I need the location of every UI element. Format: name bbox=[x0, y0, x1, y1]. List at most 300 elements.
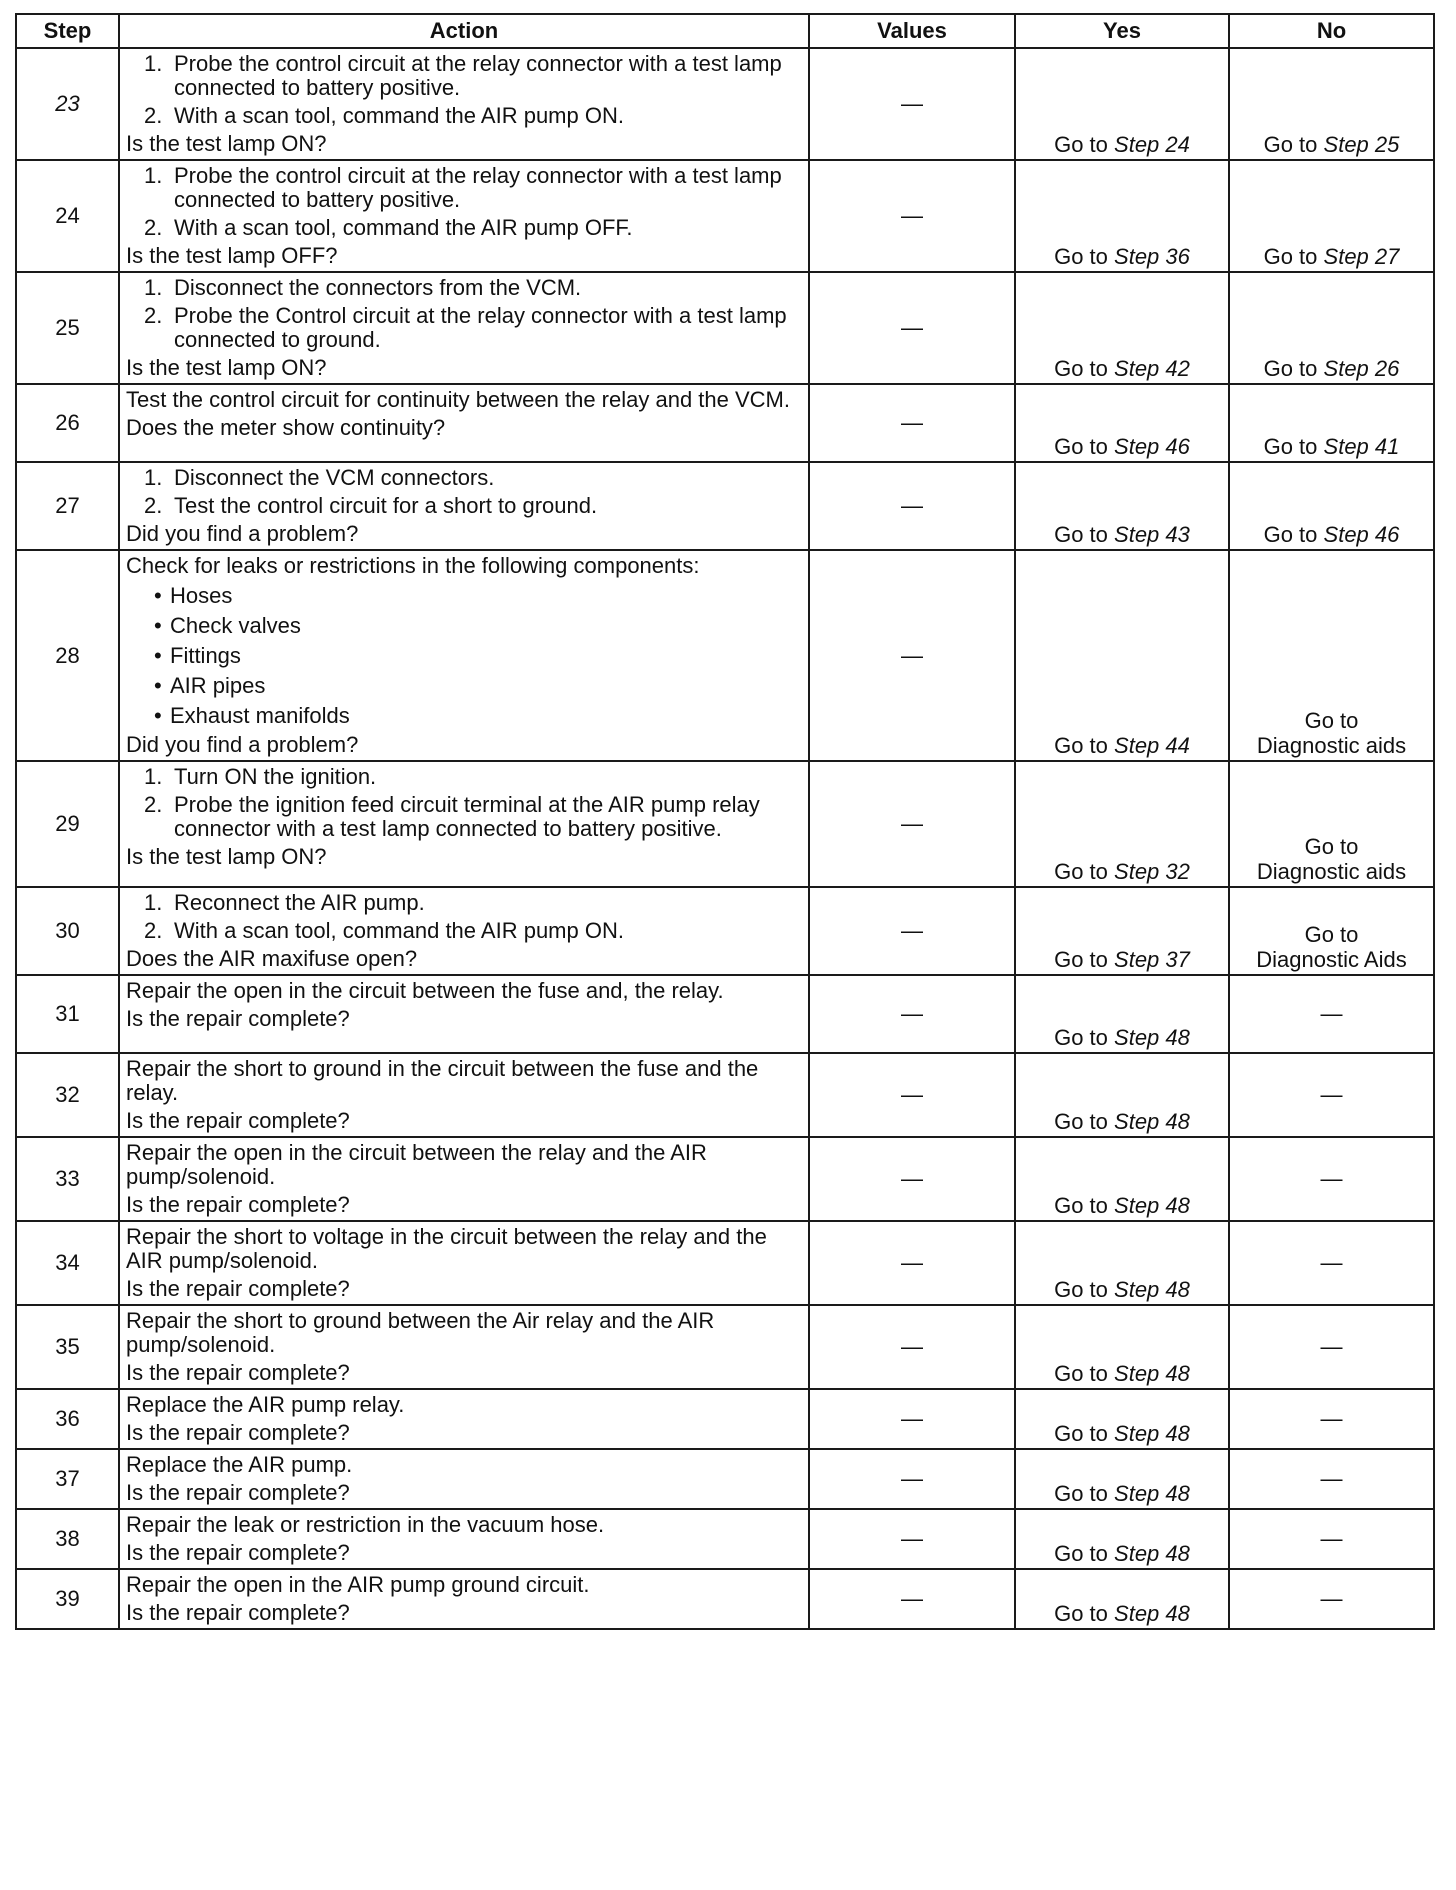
instruction-number: 2. bbox=[144, 792, 163, 817]
goto-label: Go to bbox=[1054, 1361, 1108, 1386]
values-dash: — bbox=[901, 1001, 923, 1026]
action-cell bbox=[119, 1449, 809, 1509]
diagnostic-steps-table bbox=[15, 13, 1435, 1630]
step-word: Step bbox=[1114, 356, 1160, 381]
yes-goto bbox=[1016, 1542, 1228, 1566]
action-text: Repair the open in the circuit between the fuse and, the relay. bbox=[126, 978, 724, 1003]
table-row bbox=[16, 160, 1434, 272]
yes-step-number: 46 bbox=[1165, 434, 1190, 459]
header-no: No bbox=[1229, 14, 1434, 48]
action-text: Repair the short to ground in the circuit between the fuse and the relay. bbox=[126, 1056, 759, 1105]
table-row bbox=[16, 48, 1434, 160]
header-action: Action bbox=[119, 14, 809, 48]
bullet-item bbox=[154, 614, 800, 638]
step-number: 39 bbox=[16, 1569, 119, 1629]
values-dash: — bbox=[901, 1466, 923, 1491]
step-number: 28 bbox=[16, 550, 119, 761]
action-question: Is the repair complete? bbox=[126, 1108, 350, 1133]
step-word: Step bbox=[1114, 1421, 1160, 1446]
table-row bbox=[16, 1053, 1434, 1137]
header-values: Values bbox=[809, 14, 1015, 48]
table-row bbox=[16, 1449, 1434, 1509]
no-step-number: 41 bbox=[1374, 434, 1400, 459]
numbered-instruction bbox=[144, 304, 800, 352]
goto-label: Go to bbox=[1054, 356, 1108, 381]
step-number: 31 bbox=[16, 975, 119, 1053]
yes-cell bbox=[1015, 887, 1229, 975]
table-row bbox=[16, 272, 1434, 384]
no-goto-diagnostic bbox=[1230, 922, 1433, 972]
values-cell bbox=[809, 1569, 1015, 1629]
goto-label: Go to bbox=[1304, 922, 1359, 947]
yes-cell bbox=[1015, 160, 1229, 272]
instruction-number: 2. bbox=[144, 103, 163, 128]
step-word: Step bbox=[1114, 434, 1160, 459]
instruction-number: 2. bbox=[144, 918, 163, 943]
values-cell bbox=[809, 1449, 1015, 1509]
no-dash: — bbox=[1320, 1466, 1343, 1491]
action-cell bbox=[119, 887, 809, 975]
instruction-text: Reconnect the AIR pump. bbox=[174, 890, 425, 915]
action-question: Is the test lamp ON? bbox=[126, 844, 327, 869]
numbered-instruction bbox=[144, 891, 800, 915]
action-question: Is the test lamp ON? bbox=[126, 131, 327, 156]
no-dash: — bbox=[1320, 1334, 1343, 1359]
action-question: Is the repair complete? bbox=[126, 1360, 350, 1385]
yes-step-number: 48 bbox=[1165, 1025, 1190, 1050]
step-number: 29 bbox=[16, 761, 119, 887]
values-cell bbox=[809, 1305, 1015, 1389]
yes-goto bbox=[1016, 1278, 1228, 1302]
instruction-number: 1. bbox=[144, 163, 163, 188]
bullet-icon: • bbox=[154, 613, 162, 638]
yes-goto bbox=[1016, 245, 1228, 269]
goto-label: Go to bbox=[1263, 356, 1318, 381]
no-goto bbox=[1230, 245, 1433, 269]
values-dash: — bbox=[901, 91, 923, 116]
no-goto bbox=[1230, 523, 1433, 547]
step-number: 24 bbox=[16, 160, 119, 272]
action-cell bbox=[119, 272, 809, 384]
values-dash: — bbox=[901, 315, 923, 340]
values-cell bbox=[809, 160, 1015, 272]
goto-label: Go to bbox=[1054, 733, 1108, 758]
numbered-instruction bbox=[144, 216, 800, 240]
numbered-instruction bbox=[144, 494, 800, 518]
step-number: 23 bbox=[16, 48, 119, 160]
yes-goto bbox=[1016, 435, 1228, 459]
yes-goto bbox=[1016, 1482, 1228, 1506]
action-cell bbox=[119, 1569, 809, 1629]
goto-label: Go to bbox=[1054, 1193, 1108, 1218]
goto-label: Go to bbox=[1263, 244, 1318, 269]
goto-label: Go to bbox=[1054, 434, 1108, 459]
action-question: Is the test lamp OFF? bbox=[126, 243, 338, 268]
step-word: Step bbox=[1323, 434, 1369, 459]
yes-step-number: 48 bbox=[1165, 1277, 1190, 1302]
values-dash: — bbox=[901, 1586, 923, 1611]
action-text: Repair the open in the circuit between the relay and the AIR pump/solenoid. bbox=[126, 1140, 707, 1189]
action-cell bbox=[119, 48, 809, 160]
instruction-number: 1. bbox=[144, 465, 163, 490]
yes-cell bbox=[1015, 272, 1229, 384]
yes-cell bbox=[1015, 1137, 1229, 1221]
values-cell bbox=[809, 550, 1015, 761]
no-cell bbox=[1229, 272, 1434, 384]
values-cell bbox=[809, 1137, 1015, 1221]
action-cell bbox=[119, 160, 809, 272]
diagnostic-aids-label: Diagnostic Aids bbox=[1256, 947, 1407, 972]
values-dash: — bbox=[901, 642, 923, 668]
action-question: Is the repair complete? bbox=[126, 1192, 350, 1217]
step-word: Step bbox=[1114, 1361, 1160, 1386]
instruction-text: Probe the control circuit at the relay connector with a test lamp connected to battery positive. bbox=[174, 163, 782, 212]
goto-label: Go to bbox=[1054, 859, 1108, 884]
yes-step-number: 36 bbox=[1165, 244, 1190, 269]
no-cell bbox=[1229, 384, 1434, 462]
yes-step-number: 44 bbox=[1165, 733, 1190, 758]
instruction-number: 2. bbox=[144, 303, 163, 328]
bullet-item bbox=[154, 644, 800, 668]
yes-goto bbox=[1016, 357, 1228, 381]
values-cell bbox=[809, 384, 1015, 462]
goto-label: Go to bbox=[1054, 132, 1108, 157]
table-row bbox=[16, 1221, 1434, 1305]
yes-cell bbox=[1015, 1569, 1229, 1629]
instruction-number: 1. bbox=[144, 51, 163, 76]
step-number: 26 bbox=[16, 384, 119, 462]
no-cell bbox=[1229, 975, 1434, 1053]
yes-goto bbox=[1016, 1422, 1228, 1446]
goto-label: Go to bbox=[1054, 1109, 1108, 1134]
numbered-instruction bbox=[144, 52, 800, 100]
step-number: 34 bbox=[16, 1221, 119, 1305]
bullet-text: Check valves bbox=[170, 613, 301, 638]
instruction-text: Probe the Control circuit at the relay connector with a test lamp connected to ground. bbox=[174, 303, 787, 352]
values-cell bbox=[809, 48, 1015, 160]
values-dash: — bbox=[901, 1334, 923, 1359]
step-word: Step bbox=[1323, 244, 1369, 269]
header-yes: Yes bbox=[1015, 14, 1229, 48]
values-dash: — bbox=[901, 1166, 923, 1191]
action-text: Repair the leak or restriction in the vacuum hose. bbox=[126, 1512, 605, 1537]
values-dash: — bbox=[901, 811, 923, 836]
goto-label: Go to bbox=[1054, 244, 1108, 269]
values-cell bbox=[809, 761, 1015, 887]
action-question: Did you find a problem? bbox=[126, 732, 359, 757]
no-goto bbox=[1230, 435, 1433, 459]
goto-label: Go to bbox=[1054, 522, 1108, 547]
no-cell bbox=[1229, 48, 1434, 160]
header-step: Step bbox=[16, 14, 119, 48]
no-dash: — bbox=[1320, 1406, 1343, 1431]
step-word: Step bbox=[1323, 132, 1369, 157]
action-text: Repair the open in the AIR pump ground circuit. bbox=[126, 1572, 590, 1597]
action-text: Repair the short to voltage in the circuit between the relay and the AIR pump/solenoid. bbox=[126, 1224, 767, 1273]
numbered-instruction bbox=[144, 919, 800, 943]
action-cell bbox=[119, 384, 809, 462]
yes-step-number: 48 bbox=[1165, 1421, 1190, 1446]
no-goto bbox=[1230, 357, 1433, 381]
yes-cell bbox=[1015, 550, 1229, 761]
table-body bbox=[16, 48, 1434, 1629]
goto-label: Go to bbox=[1263, 132, 1318, 157]
instruction-text: With a scan tool, command the AIR pump ON. bbox=[174, 103, 624, 128]
action-question: Does the AIR maxifuse open? bbox=[126, 946, 418, 971]
diagnostic-aids-label: Diagnostic aids bbox=[1256, 733, 1407, 758]
yes-step-number: 37 bbox=[1165, 947, 1190, 972]
yes-goto bbox=[1016, 133, 1228, 157]
action-cell bbox=[119, 1305, 809, 1389]
yes-goto bbox=[1016, 734, 1228, 758]
yes-goto bbox=[1016, 1362, 1228, 1386]
no-goto-diagnostic bbox=[1230, 708, 1433, 758]
diagnostic-aids-label: Diagnostic aids bbox=[1256, 859, 1407, 884]
step-word: Step bbox=[1114, 1601, 1160, 1626]
instruction-number: 2. bbox=[144, 493, 163, 518]
step-word: Step bbox=[1114, 733, 1160, 758]
instruction-text: Turn ON the ignition. bbox=[174, 764, 377, 789]
action-cell bbox=[119, 1137, 809, 1221]
step-word: Step bbox=[1114, 244, 1160, 269]
values-cell bbox=[809, 887, 1015, 975]
no-dash: — bbox=[1320, 1001, 1343, 1026]
numbered-instruction bbox=[144, 164, 800, 212]
instruction-text: Disconnect the connectors from the VCM. bbox=[174, 275, 582, 300]
table-row bbox=[16, 1305, 1434, 1389]
table-row bbox=[16, 887, 1434, 975]
step-word: Step bbox=[1114, 1277, 1160, 1302]
goto-label: Go to bbox=[1054, 1481, 1108, 1506]
no-step-number: 46 bbox=[1374, 522, 1400, 547]
table-row bbox=[16, 1389, 1434, 1449]
table-row bbox=[16, 1509, 1434, 1569]
action-question: Is the repair complete? bbox=[126, 1480, 350, 1505]
action-question: Is the repair complete? bbox=[126, 1276, 350, 1301]
values-dash: — bbox=[901, 410, 923, 435]
step-number: 30 bbox=[16, 887, 119, 975]
no-goto-diagnostic bbox=[1230, 834, 1433, 884]
action-question: Is the repair complete? bbox=[126, 1540, 350, 1565]
instruction-number: 1. bbox=[144, 275, 163, 300]
bullet-item bbox=[154, 704, 800, 728]
yes-cell bbox=[1015, 1053, 1229, 1137]
instruction-text: Probe the control circuit at the relay connector with a test lamp connected to battery positive. bbox=[174, 51, 782, 100]
step-word: Step bbox=[1114, 947, 1160, 972]
no-cell bbox=[1229, 1221, 1434, 1305]
numbered-instruction bbox=[144, 765, 800, 789]
step-word: Step bbox=[1323, 522, 1369, 547]
no-cell bbox=[1229, 160, 1434, 272]
yes-cell bbox=[1015, 48, 1229, 160]
goto-label: Go to bbox=[1054, 947, 1108, 972]
table-row bbox=[16, 975, 1434, 1053]
numbered-instruction bbox=[144, 276, 800, 300]
action-question: Does the meter show continuity? bbox=[126, 415, 446, 440]
values-dash: — bbox=[901, 1526, 923, 1551]
bullet-icon: • bbox=[154, 673, 162, 698]
action-cell bbox=[119, 1389, 809, 1449]
values-cell bbox=[809, 1221, 1015, 1305]
no-step-number: 25 bbox=[1374, 132, 1400, 157]
goto-label: Go to bbox=[1304, 708, 1359, 733]
values-dash: — bbox=[901, 1082, 923, 1107]
step-word: Step bbox=[1114, 1481, 1160, 1506]
action-cell bbox=[119, 1221, 809, 1305]
no-cell bbox=[1229, 1389, 1434, 1449]
numbered-instruction bbox=[144, 104, 800, 128]
action-question: Is the repair complete? bbox=[126, 1600, 350, 1625]
no-cell bbox=[1229, 1449, 1434, 1509]
table-header-row bbox=[16, 14, 1434, 48]
action-cell bbox=[119, 550, 809, 761]
instruction-text: With a scan tool, command the AIR pump ON. bbox=[174, 918, 624, 943]
yes-goto bbox=[1016, 523, 1228, 547]
no-dash: — bbox=[1320, 1166, 1343, 1191]
step-number: 33 bbox=[16, 1137, 119, 1221]
yes-step-number: 48 bbox=[1165, 1193, 1190, 1218]
instruction-text: Disconnect the VCM connectors. bbox=[174, 465, 495, 490]
no-cell bbox=[1229, 761, 1434, 887]
step-word: Step bbox=[1323, 356, 1369, 381]
yes-step-number: 48 bbox=[1165, 1361, 1190, 1386]
bullet-text: Fittings bbox=[170, 643, 241, 668]
bullet-text: Exhaust manifolds bbox=[170, 703, 350, 728]
yes-cell bbox=[1015, 761, 1229, 887]
yes-cell bbox=[1015, 1305, 1229, 1389]
action-question: Did you find a problem? bbox=[126, 521, 359, 546]
yes-cell bbox=[1015, 1509, 1229, 1569]
bullet-icon: • bbox=[154, 583, 162, 608]
no-cell bbox=[1229, 462, 1434, 550]
values-cell bbox=[809, 1053, 1015, 1137]
no-cell bbox=[1229, 1569, 1434, 1629]
table-row bbox=[16, 1569, 1434, 1629]
goto-label: Go to bbox=[1304, 834, 1359, 859]
yes-goto bbox=[1016, 1194, 1228, 1218]
action-text: Repair the short to ground between the Air relay and the AIR pump/solenoid. bbox=[126, 1308, 715, 1357]
step-number: 35 bbox=[16, 1305, 119, 1389]
no-cell bbox=[1229, 1305, 1434, 1389]
no-step-number: 27 bbox=[1374, 244, 1400, 269]
numbered-instruction bbox=[144, 466, 800, 490]
yes-step-number: 42 bbox=[1165, 356, 1190, 381]
yes-step-number: 48 bbox=[1165, 1481, 1190, 1506]
no-goto bbox=[1230, 133, 1433, 157]
no-dash: — bbox=[1320, 1586, 1343, 1611]
table-row bbox=[16, 384, 1434, 462]
yes-goto bbox=[1016, 1602, 1228, 1626]
step-number: 38 bbox=[16, 1509, 119, 1569]
yes-step-number: 48 bbox=[1165, 1601, 1190, 1626]
yes-cell bbox=[1015, 462, 1229, 550]
bullet-text: Hoses bbox=[170, 583, 233, 608]
step-word: Step bbox=[1114, 1109, 1160, 1134]
values-cell bbox=[809, 272, 1015, 384]
yes-goto bbox=[1016, 948, 1228, 972]
action-text: Replace the AIR pump. bbox=[126, 1452, 353, 1477]
action-question: Is the repair complete? bbox=[126, 1006, 350, 1031]
instruction-number: 1. bbox=[144, 890, 163, 915]
values-dash: — bbox=[901, 1250, 923, 1275]
table-row bbox=[16, 1137, 1434, 1221]
action-text: Check for leaks or restrictions in the following components: bbox=[126, 553, 700, 578]
goto-label: Go to bbox=[1054, 1421, 1108, 1446]
values-cell bbox=[809, 462, 1015, 550]
step-number: 36 bbox=[16, 1389, 119, 1449]
values-dash: — bbox=[901, 918, 923, 943]
step-word: Step bbox=[1114, 1541, 1160, 1566]
step-word: Step bbox=[1114, 1025, 1160, 1050]
step-word: Step bbox=[1114, 522, 1160, 547]
instruction-text: Test the control circuit for a short to ground. bbox=[174, 493, 598, 518]
no-cell bbox=[1229, 887, 1434, 975]
yes-goto bbox=[1016, 1110, 1228, 1134]
step-number: 27 bbox=[16, 462, 119, 550]
yes-goto bbox=[1016, 860, 1228, 884]
yes-cell bbox=[1015, 975, 1229, 1053]
instruction-number: 1. bbox=[144, 764, 163, 789]
yes-cell bbox=[1015, 1389, 1229, 1449]
yes-cell bbox=[1015, 384, 1229, 462]
goto-label: Go to bbox=[1054, 1025, 1108, 1050]
no-cell bbox=[1229, 1509, 1434, 1569]
values-cell bbox=[809, 975, 1015, 1053]
table-row bbox=[16, 462, 1434, 550]
yes-step-number: 48 bbox=[1165, 1109, 1190, 1134]
goto-label: Go to bbox=[1263, 522, 1318, 547]
step-number: 25 bbox=[16, 272, 119, 384]
yes-goto bbox=[1016, 1026, 1228, 1050]
action-text: Test the control circuit for continuity between the relay and the VCM. bbox=[126, 387, 790, 412]
action-cell bbox=[119, 1509, 809, 1569]
step-number: 32 bbox=[16, 1053, 119, 1137]
no-cell bbox=[1229, 1053, 1434, 1137]
action-cell bbox=[119, 975, 809, 1053]
bullet-item bbox=[154, 584, 800, 608]
bullet-icon: • bbox=[154, 703, 162, 728]
numbered-instruction bbox=[144, 793, 800, 841]
yes-step-number: 24 bbox=[1165, 132, 1190, 157]
goto-label: Go to bbox=[1054, 1541, 1108, 1566]
action-question: Is the repair complete? bbox=[126, 1420, 350, 1445]
values-dash: — bbox=[901, 203, 923, 228]
step-number: 37 bbox=[16, 1449, 119, 1509]
diagnostic-table-page bbox=[15, 13, 1433, 1630]
no-step-number: 26 bbox=[1374, 356, 1400, 381]
step-word: Step bbox=[1114, 859, 1160, 884]
table-row bbox=[16, 761, 1434, 887]
action-text: Replace the AIR pump relay. bbox=[126, 1392, 405, 1417]
instruction-number: 2. bbox=[144, 215, 163, 240]
goto-label: Go to bbox=[1054, 1601, 1108, 1626]
no-dash: — bbox=[1320, 1526, 1343, 1551]
yes-step-number: 32 bbox=[1165, 859, 1190, 884]
no-dash: — bbox=[1320, 1250, 1343, 1275]
goto-label: Go to bbox=[1263, 434, 1318, 459]
yes-step-number: 48 bbox=[1165, 1541, 1190, 1566]
action-cell bbox=[119, 1053, 809, 1137]
values-cell bbox=[809, 1509, 1015, 1569]
bullet-icon: • bbox=[154, 643, 162, 668]
step-word: Step bbox=[1114, 1193, 1160, 1218]
action-question: Is the test lamp ON? bbox=[126, 355, 327, 380]
no-cell bbox=[1229, 1137, 1434, 1221]
values-dash: — bbox=[901, 493, 923, 518]
bullet-item bbox=[154, 674, 800, 698]
action-cell bbox=[119, 462, 809, 550]
yes-cell bbox=[1015, 1221, 1229, 1305]
